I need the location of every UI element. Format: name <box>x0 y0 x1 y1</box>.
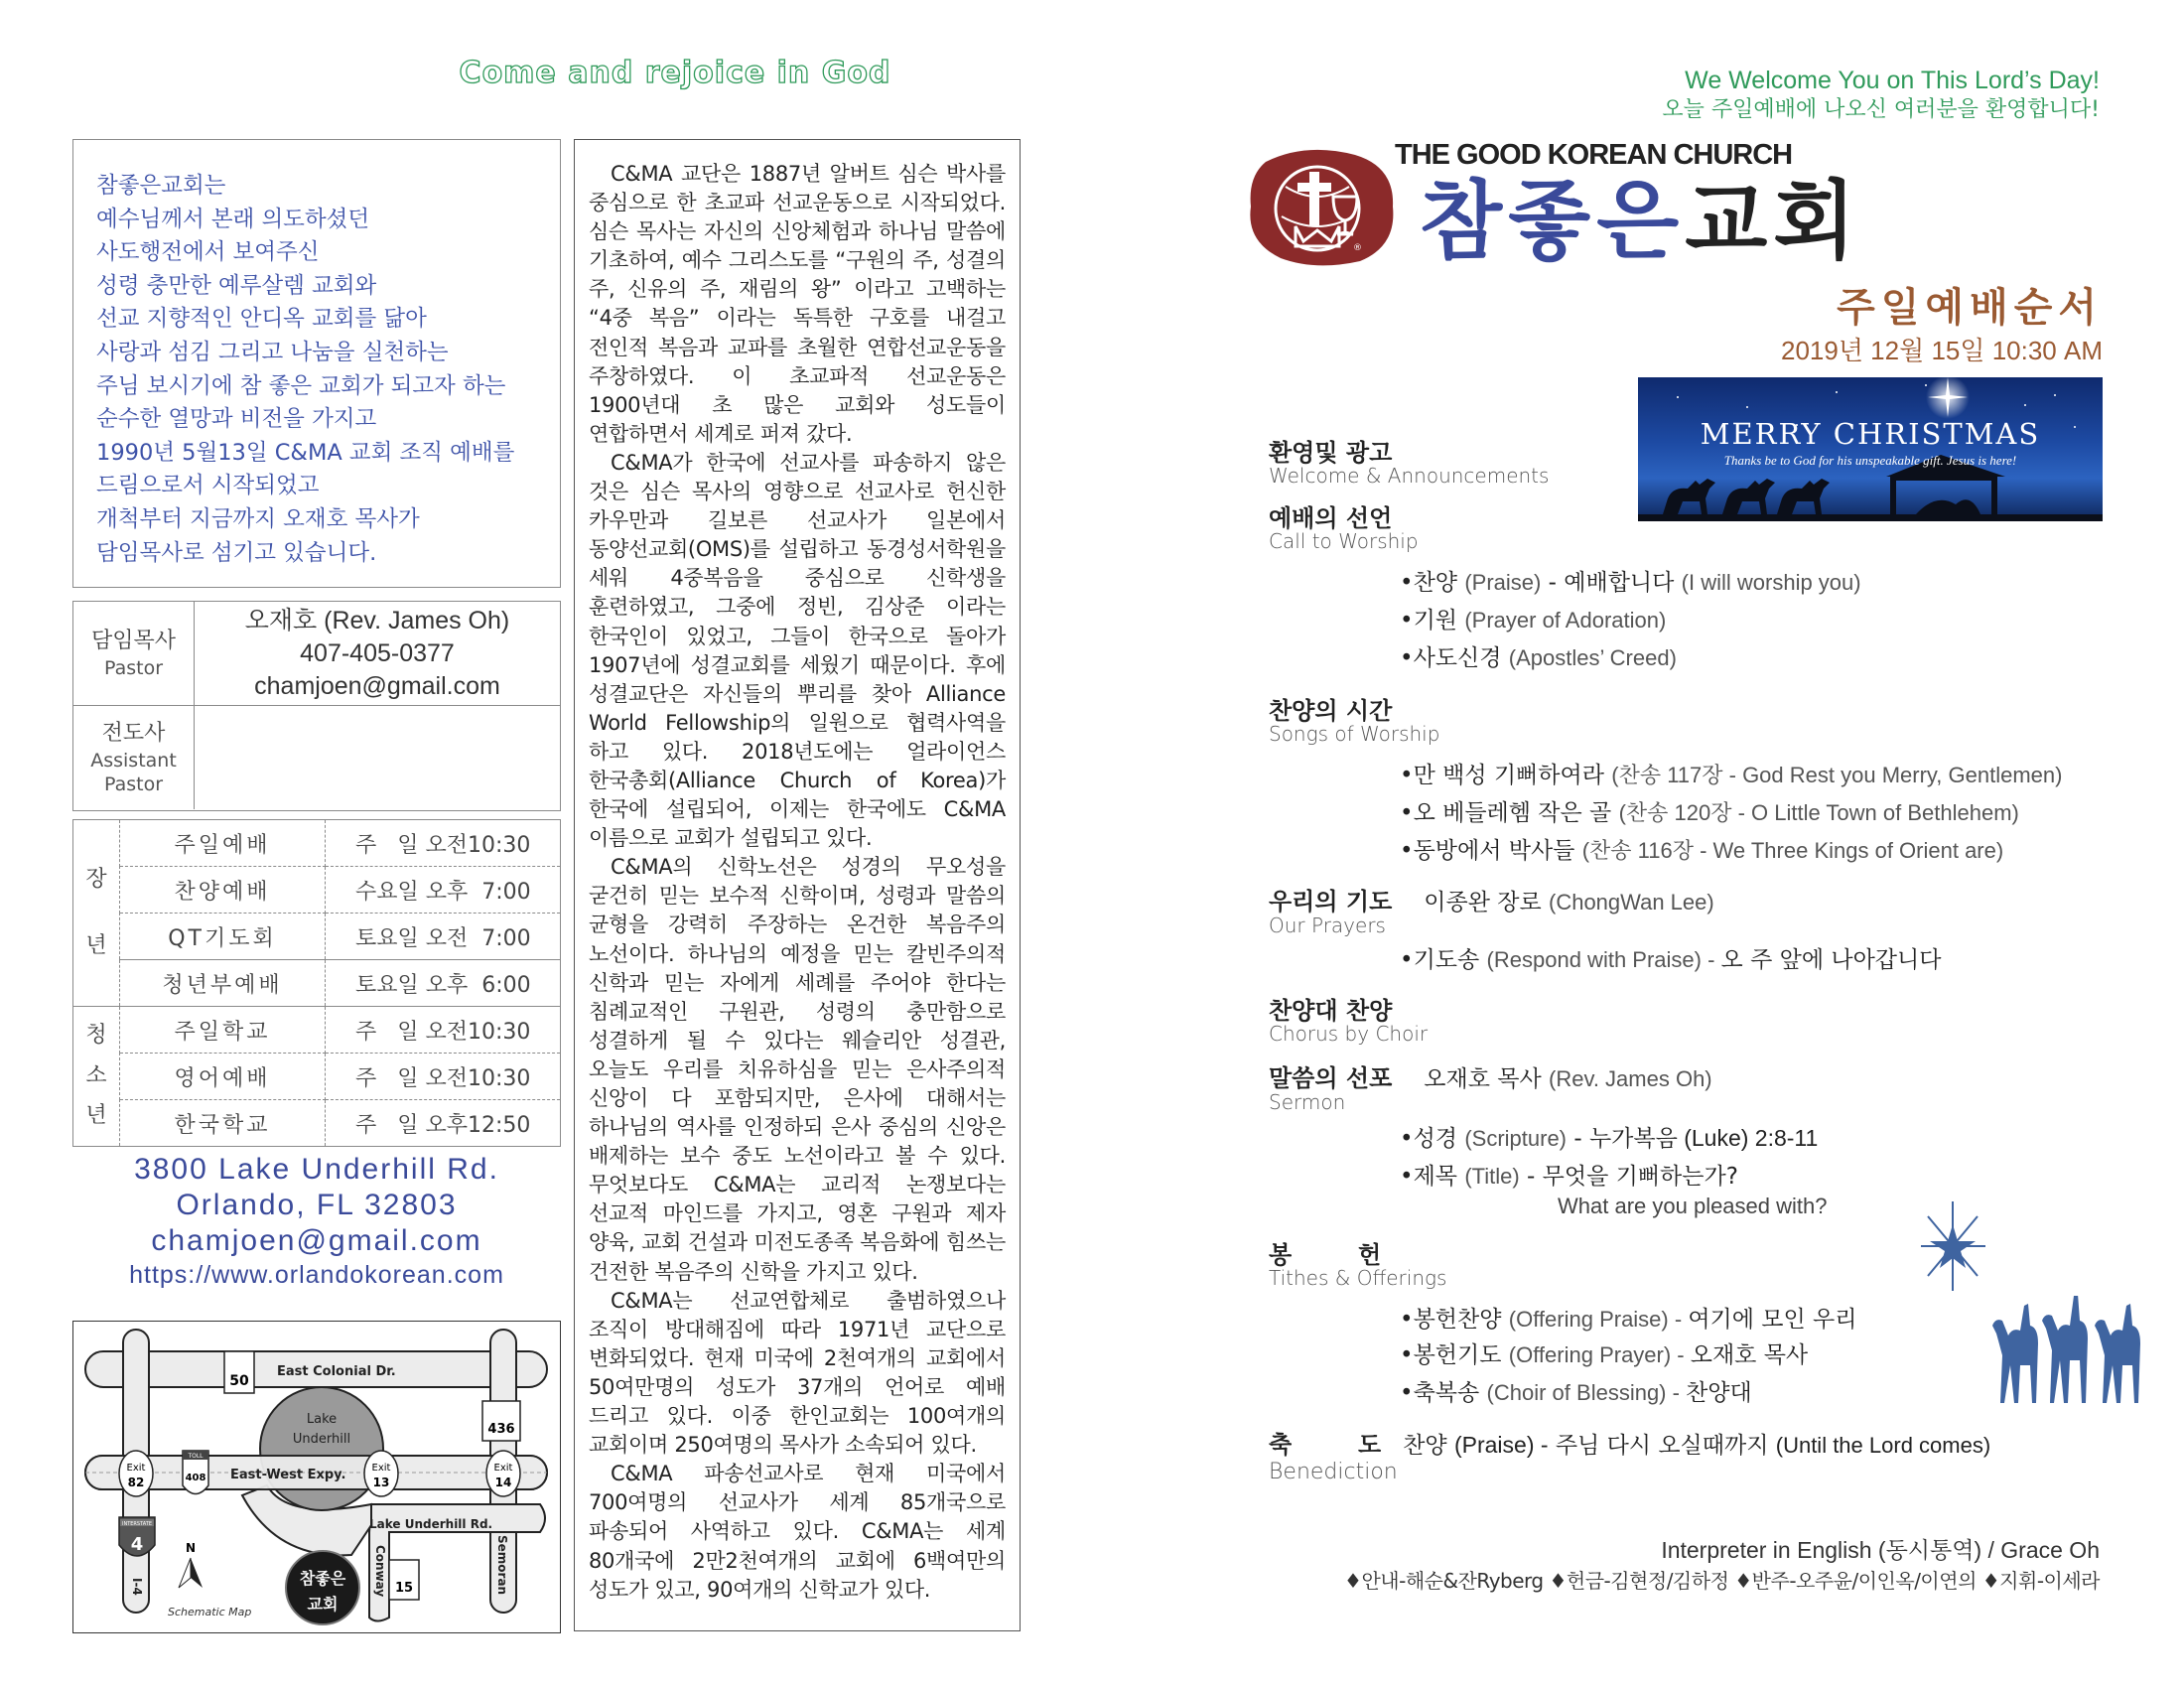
christmas-star-icon <box>1916 1196 1990 1296</box>
section-offering-subtitle: Tithes & Offerings <box>1269 1266 1447 1290</box>
schedule-name: QT기도회 <box>120 914 326 960</box>
schedule-time: 토요일 오전 7:00 <box>326 914 561 960</box>
mission-line: 성령 충만한 예루살렘 교회와 <box>96 272 377 299</box>
schedule-row <box>73 1100 561 1147</box>
schematic-map <box>72 1321 561 1633</box>
road-label: I-4 <box>130 1578 144 1596</box>
svg-text:436: 436 <box>487 1422 515 1437</box>
svg-text:Exit: Exit <box>493 1463 513 1474</box>
schedule-name: 주일예배 <box>120 820 326 867</box>
mission-line: 선교 지향적인 안디옥 교회를 닮아 <box>96 306 427 333</box>
staff-row-assistant <box>73 706 560 809</box>
shield-15-icon <box>389 1560 419 1600</box>
map-caption: Schematic Map <box>168 1606 252 1618</box>
offering-item: •축복송 (Choir of Blessing) - 찬양대 <box>1400 1380 1752 1406</box>
shield-50-icon <box>224 1351 254 1393</box>
lake-label: Underhill <box>292 1432 351 1447</box>
north-arrow-icon <box>179 1541 203 1588</box>
staff-table <box>72 601 561 811</box>
section-prayers-subtitle: Our Prayers <box>1269 914 1386 937</box>
map-drawing <box>73 1322 562 1634</box>
offering-item: •봉헌찬양 (Offering Praise) - 여기에 모인 우리 <box>1400 1307 1857 1333</box>
sermon-title-item: •제목 (Title) - 무엇을 기뻐하는가? <box>1400 1164 1738 1190</box>
three-wise-men-camels-icon <box>1990 1296 2149 1405</box>
church-location-marker-icon <box>286 1551 359 1624</box>
shield-436-icon <box>482 1401 520 1441</box>
address-city: Orlando, FL 32803 <box>176 1189 458 1221</box>
cma-history-column <box>574 139 1021 1631</box>
svg-text:참좋은: 참좋은 <box>299 1569 346 1588</box>
section-welcome-subtitle: Welcome & Announcements <box>1269 464 1550 488</box>
svg-text:INTERSTATE: INTERSTATE <box>122 1521 152 1527</box>
service-date: 2019년 12월 15일 10:30 AM <box>1781 336 2103 365</box>
staff-label-en: Assistant <box>90 750 177 772</box>
schedule-row <box>73 867 561 914</box>
section-songs-subtitle: Songs of Worship <box>1269 722 1440 746</box>
section-call-subtitle: Call to Worship <box>1269 529 1419 553</box>
scripture-item: •성경 (Scripture) - 누가복음 (Luke) 2:8-11 <box>1400 1125 1819 1152</box>
staff-label-ko: 담임목사 <box>90 629 176 653</box>
road-label: Conway <box>373 1545 387 1598</box>
schedule-table <box>72 819 561 1147</box>
assistant-name <box>195 706 560 809</box>
schedule-row <box>73 914 561 960</box>
section-sermon-subtitle: Sermon <box>1269 1090 1346 1114</box>
section-prayers-title: 우리의 기도 이종완 장로 (ChongWan Lee) <box>1269 888 1714 915</box>
schedule-row <box>73 1054 561 1100</box>
schedule-time: 주 일 오전10:30 <box>326 1054 561 1100</box>
group-label-char: 년 <box>85 932 107 958</box>
history-paragraph: C&MA가 한국에 선교사를 파송하지 않은 것은 심슨 목사의 영향으로 선교사로 헌신한 카우만과 길보른 선교사가 일본에서 동양선교회(OMS)를 설립하고 동경성서학원을 세워 4중복음을 중심으로 신학생을 훈련하였고, 그중에 정빈, 김상준 이라는 한국인이 있었고, 그들이 한국으로 돌아가 1907년에 성결교회를 세웠기 때문이다. 후에 성결교단은 자신들의 뿌리를 찾아 Alliance World Fellowship의 일원으로 협력사역을 하고 있다. 2018년도에는 얼라이언스 한국총회(Alliance Church of Korea)가 한국에 설립되어, 이제는 한국에도 C&MA 이름으로 교회가 설립되고 있다. <box>589 450 1006 851</box>
schedule-row <box>73 960 561 1007</box>
svg-text:TOLL: TOLL <box>188 1453 204 1460</box>
svg-text:®: ® <box>1353 243 1362 253</box>
mission-line: 사랑과 섬김 그리고 나눔을 실천하는 <box>96 339 449 365</box>
bethlehem-star-icon <box>1926 377 1970 419</box>
church-logo <box>1246 147 1400 268</box>
svg-text:14: 14 <box>494 1476 512 1489</box>
interpreter-line: Interpreter in English (동시통역) / Grace Oh <box>1661 1537 2100 1563</box>
hymn-item: •오 베들레헴 작은 골 (찬송 120장 - O Little Town of Bethlehem) <box>1400 800 2019 826</box>
svg-text:Exit: Exit <box>371 1463 391 1474</box>
section-choir-subtitle: Chorus by Choir <box>1269 1022 1429 1046</box>
service-footer <box>1344 1534 2100 1596</box>
svg-text:15: 15 <box>394 1581 414 1596</box>
section-call-title: 예배의 선언 <box>1269 504 1393 532</box>
group-label-char: 장 <box>85 867 107 893</box>
church-name-ko-blue: 참좋은 <box>1420 172 1686 271</box>
pastor-email[interactable]: chamjoen@gmail.com <box>254 671 500 700</box>
staff-label-en: Pastor <box>103 774 164 795</box>
program-item: •사도신경 (Apostles’ Creed) <box>1400 645 1677 671</box>
schedule-time: 토요일 오후 6:00 <box>326 960 561 1007</box>
address-website[interactable]: https://www.orlandokorean.com <box>129 1261 504 1289</box>
hymn-item: •만 백성 기뻐하여라 (찬송 117장 - God Rest you Merry, Gentlemen) <box>1400 763 2063 788</box>
group-label-char: 년 <box>85 1103 107 1129</box>
lake-underhill <box>260 1387 383 1510</box>
group-label-char: 소 <box>85 1062 107 1088</box>
history-paragraph: C&MA의 신학노선은 성경의 무오성을 굳건히 믿는 보수적 신학이며, 성령과 말씀의 균형을 강력히 주장하는 온건한 복음주의 노선이다. 하나님의 예정을 믿는 칼빈주의적 신학과 믿는 자에게 세례를 주어야 한다는 침례교적인 구원관, 성령의 충만함으로 성결하게 될 수 있다는 웨슬리안 성결관, 오늘도 우리를 치유하심을 믿는 은사주의적 신앙이 다 포함되지만, 은사에 대해서는 하나님의 역사를 인정하되 은사 중심의 신앙은 배제하는 보수 중도 노선이라고 볼 수 있다. 무엇보다도 C&MA는 교리적 논쟁보다는 선교적 마인드를 가지고, 영혼 구원과 제자 양육, 교회 건설과 미전도종족 복음화에 힘쓰는 건전한 복음주의 신학을 가지고 있다. <box>589 855 1006 1284</box>
exit-82-icon <box>119 1451 153 1496</box>
schedule-name: 청년부예배 <box>120 960 326 1007</box>
order-of-service-title: 주일예배순서 <box>1837 285 2103 331</box>
svg-text:13: 13 <box>372 1476 390 1489</box>
mission-line: 개척부터 지금까지 오재호 목사가 <box>96 505 420 532</box>
section-choir-title: 찬양대 찬양 <box>1269 997 1393 1025</box>
banner-title: MERRY CHRISTMAS <box>1700 417 2041 451</box>
merry-christmas-banner <box>1638 377 2103 521</box>
history-paragraph: C&MA 파송선교사로 현재 미국에서 700여명의 선교사가 세계 85개국으로 파송되어 사역하고 있다. C&MA는 세계 80개국에 2만2천여개의 교회에 6백여만의 성도가 있고, 90여개의 신학교가 있다. <box>589 1462 1006 1602</box>
schedule-row <box>73 820 561 867</box>
schedule-row <box>73 1007 561 1054</box>
pastor-phone[interactable]: 407-405-0377 <box>300 638 455 667</box>
welcome-en: We Welcome You on This Lord’s Day! <box>1685 67 2100 94</box>
section-welcome-title: 환영및 광고 <box>1269 439 1393 467</box>
tagline: Come and rejoice in God <box>459 56 891 90</box>
program-item: •찬양 (Praise) - 예배합니다 (I will worship you) <box>1400 570 1861 596</box>
staff-value <box>195 602 560 705</box>
svg-text:N: N <box>185 1541 197 1555</box>
schedule-name: 주일학교 <box>120 1007 326 1054</box>
road-label: Semoran <box>495 1535 509 1596</box>
mission-line: 예수님께서 본래 의도하셨던 <box>96 206 370 232</box>
schedule-name: 한국학교 <box>120 1100 326 1147</box>
mission-line: 주님 보시기에 참 좋은 교회가 되고자 하는 <box>96 372 506 399</box>
cma-logo-icon <box>1246 147 1400 268</box>
mission-line: 참좋은교회는 <box>96 173 226 199</box>
history-paragraph: C&MA 교단은 1887년 알버트 심슨 박사를 중심으로 한 초교파 선교운동으로 시작되었다. 심슨 목사는 자신의 신앙체험과 하나님 말씀에 기초하여, 예수 그리스도를 “구원의 주, 성결의 주, 신유의 주, 재림의 왕” 이라고 고백하는 “4중 복음” 이라는 독특한 구호를 내걸고 전인적 복음과 교파를 초월한 연합선교운동을 주창하였다. 이 초교파적 선교운동은 1900년대 초 많은 교회와 성도들이 연합하면서 세계로 퍼져 갔다. <box>589 162 1006 446</box>
offering-item: •봉헌기도 (Offering Prayer) - 오재호 목사 <box>1400 1342 1809 1368</box>
svg-text:4: 4 <box>130 1534 144 1555</box>
program-item: •기원 (Prayer of Adoration) <box>1400 608 1667 633</box>
staff-row-pastor <box>73 602 560 706</box>
section-sermon-title: 말씀의 선포 오재호 목사 (Rev. James Oh) <box>1269 1064 1712 1092</box>
sermon-title-en: What are you pleased with? <box>1558 1194 1828 1218</box>
interstate-4-shield-icon <box>119 1517 155 1556</box>
banner-subtitle: Thanks be to God for his unspeakable gift. Jesus is here! <box>1723 453 2017 468</box>
church-name-en: THE GOOD KOREAN CHURCH <box>1395 139 1793 171</box>
pastor-name: 오재호 (Rev. James Oh) <box>244 606 510 634</box>
schedule-time: 주 일 오후12:50 <box>326 1100 561 1147</box>
svg-text:50: 50 <box>229 1373 249 1389</box>
hymn-item: •동방에서 박사들 (찬송 116장 - We Three Kings of Orient are) <box>1400 838 2004 864</box>
svg-text:408: 408 <box>185 1473 206 1483</box>
address-email[interactable]: chamjoen@gmail.com <box>151 1224 482 1257</box>
mission-line: 담임목사로 섬기고 있습니다. <box>96 539 377 566</box>
schedule-time: 수요일 오후 7:00 <box>326 867 561 914</box>
volunteers-line: ♦안내-해순&잔Ryberg ♦헌금-김현정/김하정 ♦반주-오주윤/이인옥/이연의 ♦지휘-이세라 <box>1344 1569 2100 1593</box>
schedule-name: 영어예배 <box>120 1054 326 1100</box>
history-paragraph: C&MA는 선교연합체로 출범하였으나 조직이 방대해짐에 따라 1971년 교단으로 변화되었다. 현재 미국에 2천여개의 교회에서 50여만명의 성도가 37개의 언어로 예배 드리고 있다. 이중 한인교회는 100여개의 교회이며 250여명의 목사가 소속되어 있다. <box>589 1288 1006 1458</box>
schedule-time: 주 일 오전10:30 <box>326 1007 561 1054</box>
welcome-ko: 오늘 주일예배에 나오신 여러분을 환영합니다! <box>1662 97 2100 122</box>
mission-line: 1990년 5월13일 C&MA 교회 조직 예배를 <box>96 439 515 466</box>
address-street: 3800 Lake Underhill Rd. <box>134 1153 499 1186</box>
road-label: East-West Expy. <box>230 1468 346 1482</box>
group-label-char: 청 <box>85 1023 107 1049</box>
mission-line: 사도행전에서 보여주신 <box>96 239 320 266</box>
program-item: •기도송 (Respond with Praise) - 오 주 앞에 나아갑니다 <box>1400 947 1942 973</box>
church-address <box>72 1152 561 1292</box>
staff-label <box>73 706 195 809</box>
exit-14-icon <box>486 1451 520 1496</box>
section-songs-title: 찬양의 시간 <box>1269 697 1393 725</box>
exit-13-icon <box>364 1451 398 1496</box>
mission-line: 순수한 열망과 비전을 가지고 <box>96 406 377 433</box>
section-benediction-subtitle: Benediction <box>1269 1460 1398 1484</box>
church-name-ko <box>1420 174 1861 269</box>
lake-label: Lake <box>306 1412 338 1427</box>
mission-statement-box <box>72 139 561 588</box>
road-label: East Colonial Dr. <box>277 1364 396 1379</box>
schedule-name: 찬양예배 <box>120 867 326 914</box>
schedule-time: 주 일 오전10:30 <box>326 820 561 867</box>
section-offering-title: 봉 헌 <box>1269 1241 1382 1269</box>
mission-line: 드림으로서 시작되었고 <box>96 473 320 499</box>
shield-408-toll-icon <box>183 1451 208 1494</box>
road-label: Lake Underhill Rd. <box>369 1517 493 1531</box>
staff-label <box>73 602 195 705</box>
schedule-group-adult <box>73 820 120 1007</box>
svg-text:82: 82 <box>127 1476 145 1489</box>
svg-text:교회: 교회 <box>307 1595 339 1614</box>
church-name-ko-black: 교회 <box>1685 172 1862 271</box>
staff-label-ko: 전도사 <box>101 721 166 746</box>
section-benediction-title: 축 도 찬양 (Praise) - 주님 다시 오실때까지 (Until the Lord comes) <box>1269 1431 1991 1459</box>
welcome-message <box>1662 66 2100 125</box>
svg-text:Exit: Exit <box>126 1463 146 1474</box>
staff-label-en: Pastor <box>103 657 164 679</box>
schedule-group-youth <box>73 1007 120 1147</box>
